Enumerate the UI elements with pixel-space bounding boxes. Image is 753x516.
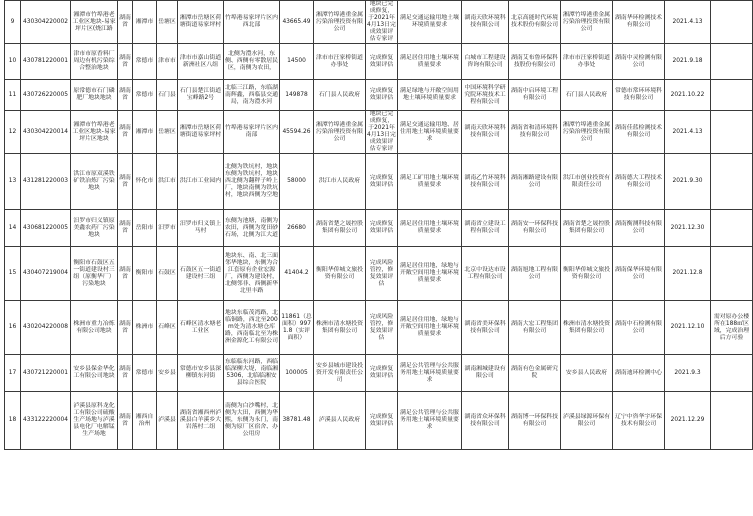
location-description-cell: 东侧为池塘，南侧为农田，西侧为宽田砂石场，北侧为江大道 xyxy=(224,210,280,247)
site-name-cell: 衡阳市石鼓区五一街道建设村三组（原衡华厂）污染地块 xyxy=(71,247,118,301)
remediation-status-cell: 完成修复效果评估 xyxy=(366,154,398,210)
city-cell: 湘潭市 xyxy=(133,1,157,44)
site-code-cell: 430304220002 xyxy=(21,1,71,44)
province-cell: 湖南省 xyxy=(118,355,133,392)
location-description-cell: 地块东、南、北三面邻华地块，东侧为合江套原有企业宏源厂，西侧为建设村，北侧邻非、西侧新华北里丰路 xyxy=(224,247,280,301)
evaluation-unit-cell: 常德市常环环境科技有限公司 xyxy=(613,80,665,111)
evaluation-unit-cell: 湖南佳蓝检测技术有限公司 xyxy=(613,111,665,154)
site-code-cell: 430681220005 xyxy=(21,210,71,247)
site-name-cell: 原常德市石门磷肥厂地块地块 xyxy=(71,80,118,111)
target-land-use-cell: 满足居住用地、绿地与开敞空间用地土壤环境质量要求 xyxy=(398,301,462,355)
city-cell: 怀化市 xyxy=(133,154,157,210)
responsible-party-cell: 湖南省楚之晟控股集团有限公司 xyxy=(314,210,366,247)
remarks-cell xyxy=(711,247,753,301)
remediation-unit-cell: 湖南艾布鲁环保科技股份有限公司 xyxy=(509,44,561,80)
site-code-cell: 433122220004 xyxy=(21,392,71,450)
investigation-unit-cell: 湖南省美环保科技有限公司 xyxy=(462,301,509,355)
site-area-cell: 149878 xyxy=(280,80,314,111)
county-cell: 岳塘区 xyxy=(157,111,178,154)
remarks-cell xyxy=(711,80,753,111)
investigation-unit-cell: 中国环境科学研究院环境技术工程有限公司 xyxy=(462,80,509,111)
commissioning-unit-cell: 安乡县人民政府 xyxy=(561,355,613,392)
site-code-cell: 431281220003 xyxy=(21,154,71,210)
remarks-cell xyxy=(711,44,753,80)
evaluation-unit-cell: 湖南衡测科技有限公司 xyxy=(613,210,665,247)
remediation-status-cell: 完成风险管控，修复效果评估 xyxy=(366,247,398,301)
county-cell: 洪江市 xyxy=(157,154,178,210)
province-cell: 湖南省 xyxy=(118,247,133,301)
site-code-cell: 430407219004 xyxy=(21,247,71,301)
province-cell: 湖南省 xyxy=(118,210,133,247)
city-cell: 常德市 xyxy=(133,44,157,80)
commissioning-unit-cell: 津市市汪家桥街道办事处 xyxy=(561,44,613,80)
investigation-unit-cell: 湖南天欣环境科技有限公司 xyxy=(462,1,509,44)
remarks-cell: 需对原办公楼所在188㎡区域，完成治理后方可验 xyxy=(711,301,753,355)
target-land-use-cell: 满足交通运输用地、居住用地土壤环境质量要求 xyxy=(398,111,462,154)
site-code-cell: 430304220014 xyxy=(21,111,71,154)
responsible-party-cell: 泸溪县人民政府 xyxy=(314,392,366,450)
remarks-cell xyxy=(711,1,753,44)
evaluation-unit-cell: 湖南华环检测技术有限公司 xyxy=(613,1,665,44)
remediation-unit-cell: 湖南中启环境工程有限公司 xyxy=(509,80,561,111)
county-cell: 津市市 xyxy=(157,44,178,80)
responsible-party-cell: 衡阳华侨城文旅投资有限公司 xyxy=(314,247,366,301)
table-row xyxy=(5,392,753,450)
county-cell: 石峰区 xyxy=(157,301,178,355)
site-area-cell: 38781.48 xyxy=(280,392,314,450)
table-row xyxy=(5,1,753,44)
evaluation-date-cell: 2021.9.3 xyxy=(665,355,711,392)
location-description-cell: 地块东临茂湾路，北临铜路，西北至200m处为清水塘仓库路，西南临北至为株洲金源化工有限公司 xyxy=(224,301,280,355)
row-number-cell: 13 xyxy=(5,154,21,210)
city-cell: 湘潭市 xyxy=(133,111,157,154)
evaluation-unit-cell: 湖南中石检测有限公司 xyxy=(613,301,665,355)
commissioning-unit-cell: 湖南省楚之晟控股集团有限公司 xyxy=(561,210,613,247)
town-address-cell: 石门县楚江街道宝峰路2号 xyxy=(178,80,224,111)
evaluation-date-cell: 2021.12.8 xyxy=(665,247,711,301)
county-cell: 安乡县 xyxy=(157,355,178,392)
city-cell: 常德市 xyxy=(133,355,157,392)
evaluation-unit-cell: 湖南德大工程技术有限公司 xyxy=(613,154,665,210)
city-cell: 岳阳市 xyxy=(133,210,157,247)
responsible-party-cell: 石门县人民政府 xyxy=(314,80,366,111)
row-number-cell: 17 xyxy=(5,355,21,392)
remediation-status-cell: 地块已完成修复，于2021年4月13日完成效果评估专家评 xyxy=(367,111,396,152)
responsible-party-cell: 湘潭竹埠港重金属污染治理投资有限公司 xyxy=(314,111,366,154)
target-land-use-cell: 满足公共管理与公共服务用地土壤环境质量要求 xyxy=(398,355,462,392)
target-land-use-cell: 满足居住用地土壤环境质量要求 xyxy=(398,44,462,80)
commissioning-unit-cell: 湘潭竹埠港重金属污染治理投资有限公司 xyxy=(561,1,613,44)
remarks-cell xyxy=(711,355,753,392)
evaluation-date-cell: 2021.12.30 xyxy=(665,210,711,247)
province-cell: 湖南省 xyxy=(118,154,133,210)
investigation-unit-cell: 北京中设达市设工程有限公司 xyxy=(462,247,509,301)
remediation-unit-cell: 湖南省和清环境科技有限公司 xyxy=(509,111,561,154)
city-cell: 株洲市 xyxy=(133,301,157,355)
row-number-cell: 18 xyxy=(5,392,21,450)
site-area-cell: 26680 xyxy=(280,210,314,247)
commissioning-unit-cell: 湘潭竹埠港重金属污染治理投资有限公司 xyxy=(561,111,613,154)
responsible-party-cell: 安乡县城市建设投资开发有限责任公司 xyxy=(314,355,366,392)
town-address-cell: 石峰区清水塘老工业区 xyxy=(178,301,224,355)
town-address-cell: 汨罗市归义镇上马村 xyxy=(178,210,224,247)
site-area-cell: 43665.49 xyxy=(280,1,314,44)
county-cell: 泸溪县 xyxy=(157,392,178,450)
table-row xyxy=(5,80,753,111)
remediation-unit-cell: 湖南有色金属研究院 xyxy=(509,355,561,392)
investigation-unit-cell: 湖南省众环保科技有限公司 xyxy=(462,392,509,450)
town-address-cell: 湘潭市岳塘区荷塘街道易家坪村 xyxy=(178,111,224,154)
investigation-unit-cell: 白城市工程建设咨询有限公司 xyxy=(462,44,509,80)
site-code-cell: 430726220005 xyxy=(21,80,71,111)
evaluation-date-cell: 2021.4.13 xyxy=(665,111,711,154)
commissioning-unit-cell: 泸溪县绿源环保有限公司 xyxy=(561,392,613,450)
row-number-cell: 12 xyxy=(5,111,21,154)
province-cell: 湖南省 xyxy=(118,111,133,154)
province-cell: 湖南省 xyxy=(118,44,133,80)
city-cell: 湘西自治州 xyxy=(133,392,157,450)
evaluation-date-cell: 2021.4.13 xyxy=(665,1,711,44)
site-name-cell: 洪江市原双溪铁矿铁冶炼厂污染地块 xyxy=(71,154,118,210)
location-description-cell: 北侧为澧水河，东侧、西侧有零散居民区，南侧为农田， xyxy=(224,44,280,80)
site-code-cell: 430781220001 xyxy=(21,44,71,80)
investigation-unit-cell: 湖南湘城建设有限公司 xyxy=(462,355,509,392)
location-description-cell: 竹埠港易家坪片区内西北部 xyxy=(224,1,280,44)
evaluation-unit-cell: 湖南中灵检测有限公司 xyxy=(613,44,665,80)
remediation-status-cell: 完成修复效果评估 xyxy=(366,210,398,247)
site-area-cell: 45594.26 xyxy=(280,111,314,154)
site-name-cell: 湘潭市竹埠港老工业区地块-易家坪片区地块 xyxy=(71,111,118,154)
commissioning-unit-cell: 株洲市清水塘投资集团有限公司 xyxy=(561,301,613,355)
location-description-cell: 南侧为白沙嘴村，北侧为大田，西侧为华熙，东侧为永门，南侧为原厂区宿舍、办公用房 xyxy=(224,392,280,450)
target-land-use-cell: 满足居住用地、绿地与开敞空间用地土壤环境质量要求 xyxy=(398,247,462,301)
evaluation-date-cell: 2021.9.18 xyxy=(665,44,711,80)
investigation-unit-cell: 湖南省立建设工程有限公司 xyxy=(462,210,509,247)
commissioning-unit-cell: 石门县人民政府 xyxy=(561,80,613,111)
remediation-unit-cell: 北京高能时代环境技术股份有限公司 xyxy=(509,1,561,44)
investigation-unit-cell: 湖南乙竹环境科技有限公司 xyxy=(462,154,509,210)
remarks-cell xyxy=(711,154,753,210)
town-address-cell: 石鼓区五一街道建设村三组 xyxy=(178,247,224,301)
town-address-cell: 湖南省湘西州泸溪县白羊溪乡大岩落村二组 xyxy=(178,392,224,450)
responsible-party-cell: 津市市汪家桥街道办事处 xyxy=(314,44,366,80)
table-row xyxy=(5,355,753,392)
investigation-unit-cell: 湖南天欣环境科技有限公司 xyxy=(462,111,509,154)
location-description-cell: 竹埠港易家坪片区内南部 xyxy=(224,111,280,154)
remediation-status-cell: 地块已完成修复，于2021年4月13日完成效果评估专家评 xyxy=(367,1,396,42)
town-address-cell: 洪江市工业园内 xyxy=(178,154,224,210)
remediation-status-cell: 完成修复效果评估 xyxy=(366,355,398,392)
table-row xyxy=(5,44,753,80)
target-land-use-cell: 满足公共管理与公共服务用地土壤环境质量要求 xyxy=(398,392,462,450)
row-number-cell: 14 xyxy=(5,210,21,247)
evaluation-date-cell: 2021.9.30 xyxy=(665,154,711,210)
site-area-cell: 11861（总面积）9971.8（实评面积） xyxy=(280,301,314,355)
city-cell: 衡阳市 xyxy=(133,247,157,301)
remediation-status-cell: 完成修复效果评估 xyxy=(366,44,398,80)
responsible-party-cell: 株洲市清水塘投资集团有限公司 xyxy=(314,301,366,355)
site-name-cell: 湘潭市竹埠港老工业区地块-易家坪片区(烧江路 xyxy=(71,1,118,44)
site-name-cell: 安乡县保金华化工有限公司地块 xyxy=(71,355,118,392)
remediation-unit-cell: 湖南旭地工程有限公司 xyxy=(509,247,561,301)
town-address-cell: 津市市嘉山街道新洲社区八组 xyxy=(178,44,224,80)
town-address-cell: 常德市安乡县深柳镇东河街 xyxy=(178,355,224,392)
county-cell: 岳塘区 xyxy=(157,1,178,44)
province-cell: 湖南省 xyxy=(118,80,133,111)
remarks-cell xyxy=(711,111,753,154)
responsible-party-cell: 湘潭竹埠港重金属污染治理投资有限公司 xyxy=(314,1,366,44)
remediation-status-cell: 完成修复效果评估 xyxy=(366,80,398,111)
remediation-unit-cell: 湖南湘路建设有限公司 xyxy=(509,154,561,210)
evaluation-unit-cell: 湖南保华环境有限公司 xyxy=(613,247,665,301)
site-name-cell: 泸溪县原科龙化工有限公司硫酸生产场地与泸溪县电化厂电解锰生产场地 xyxy=(71,392,118,450)
remarks-cell xyxy=(711,392,753,450)
table-row xyxy=(5,154,753,210)
province-cell: 湖南省 xyxy=(118,301,133,355)
remediation-status-cell: 完成修复效果评估 xyxy=(366,392,398,450)
contaminated-site-registry-table xyxy=(4,0,753,450)
county-cell: 石门县 xyxy=(157,80,178,111)
target-land-use-cell: 满足居住用地土壤环境质量要求 xyxy=(398,210,462,247)
location-description-cell: 北侧为铁坑村，地块东侧为铁坑村，地块西北侧为翻秤子岭上厂，地块南侧为铁坑村，地块西侧为空地 xyxy=(224,154,280,210)
site-code-cell: 430204220008 xyxy=(21,301,71,355)
target-land-use-cell: 满足工矿用地土壤环境质量要求 xyxy=(398,154,462,210)
site-area-cell: 100005 xyxy=(280,355,314,392)
province-cell: 湖南省 xyxy=(118,1,133,44)
province-cell: 湖南省 xyxy=(118,392,133,450)
location-description-cell: 北临三江路，东临湖南辉鑫，西临县交通局，南为澧水河 xyxy=(224,80,280,111)
site-area-cell: 58000 xyxy=(280,154,314,210)
evaluation-date-cell: 2021.12.10 xyxy=(665,301,711,355)
county-cell: 石鼓区 xyxy=(157,247,178,301)
table-row xyxy=(5,301,753,355)
commissioning-unit-cell: 衡阳华侨城文旅投资有限公司 xyxy=(561,247,613,301)
registry-table-container xyxy=(4,0,750,514)
evaluation-unit-cell: 湖南迪环检测中心 xyxy=(613,355,665,392)
row-number-cell: 10 xyxy=(5,44,21,80)
site-code-cell: 430721220001 xyxy=(21,355,71,392)
row-number-cell: 15 xyxy=(5,247,21,301)
remediation-unit-cell: 湖南博一环保科技有限公司 xyxy=(509,392,561,450)
row-number-cell: 16 xyxy=(5,301,21,355)
site-name-cell: 汨罗市归义镇原美鑫农药厂污染地块 xyxy=(71,210,118,247)
evaluation-date-cell: 2021.12.29 xyxy=(665,392,711,450)
site-name-cell: 津市市原香料厂周边有机污染综合整治地块 xyxy=(71,44,118,80)
table-row xyxy=(5,210,753,247)
target-land-use-cell: 满足绿地与开敞空间用地土壤环境质量要求 xyxy=(398,80,462,111)
evaluation-date-cell: 2021.10.22 xyxy=(665,80,711,111)
site-area-cell: 41404.2 xyxy=(280,247,314,301)
site-area-cell: 14500 xyxy=(280,44,314,80)
remediation-unit-cell: 湖南安一环保科技有限公司 xyxy=(509,210,561,247)
remarks-cell xyxy=(711,210,753,247)
city-cell: 常德市 xyxy=(133,80,157,111)
target-land-use-cell: 满足交通运输用地土壤环境质量要求 xyxy=(398,1,462,44)
site-name-cell: 株洲市重力冶炼有限公司地块 xyxy=(71,301,118,355)
remediation-status-cell: 完成风险管控，修复效果评估 xyxy=(366,301,398,355)
responsible-party-cell: 洪江市人民政府 xyxy=(314,154,366,210)
location-description-cell: 东临临东河路，西临临深柳大堤，南临湘5306，北临临湘安县综合医院 xyxy=(224,355,280,392)
county-cell: 汨罗市 xyxy=(157,210,178,247)
table-row xyxy=(5,247,753,301)
evaluation-unit-cell: 辽宁中咨华宇环保技术有限公司 xyxy=(613,392,665,450)
remediation-unit-cell: 湖南大宏工程集团有限公司 xyxy=(509,301,561,355)
row-number-cell: 9 xyxy=(5,1,21,44)
row-number-cell: 11 xyxy=(5,80,21,111)
commissioning-unit-cell: 洪江市创业投资有限责任公司 xyxy=(561,154,613,210)
table-row xyxy=(5,111,753,154)
town-address-cell: 湘潭市岳塘区荷塘街道易家坪村 xyxy=(178,1,224,44)
